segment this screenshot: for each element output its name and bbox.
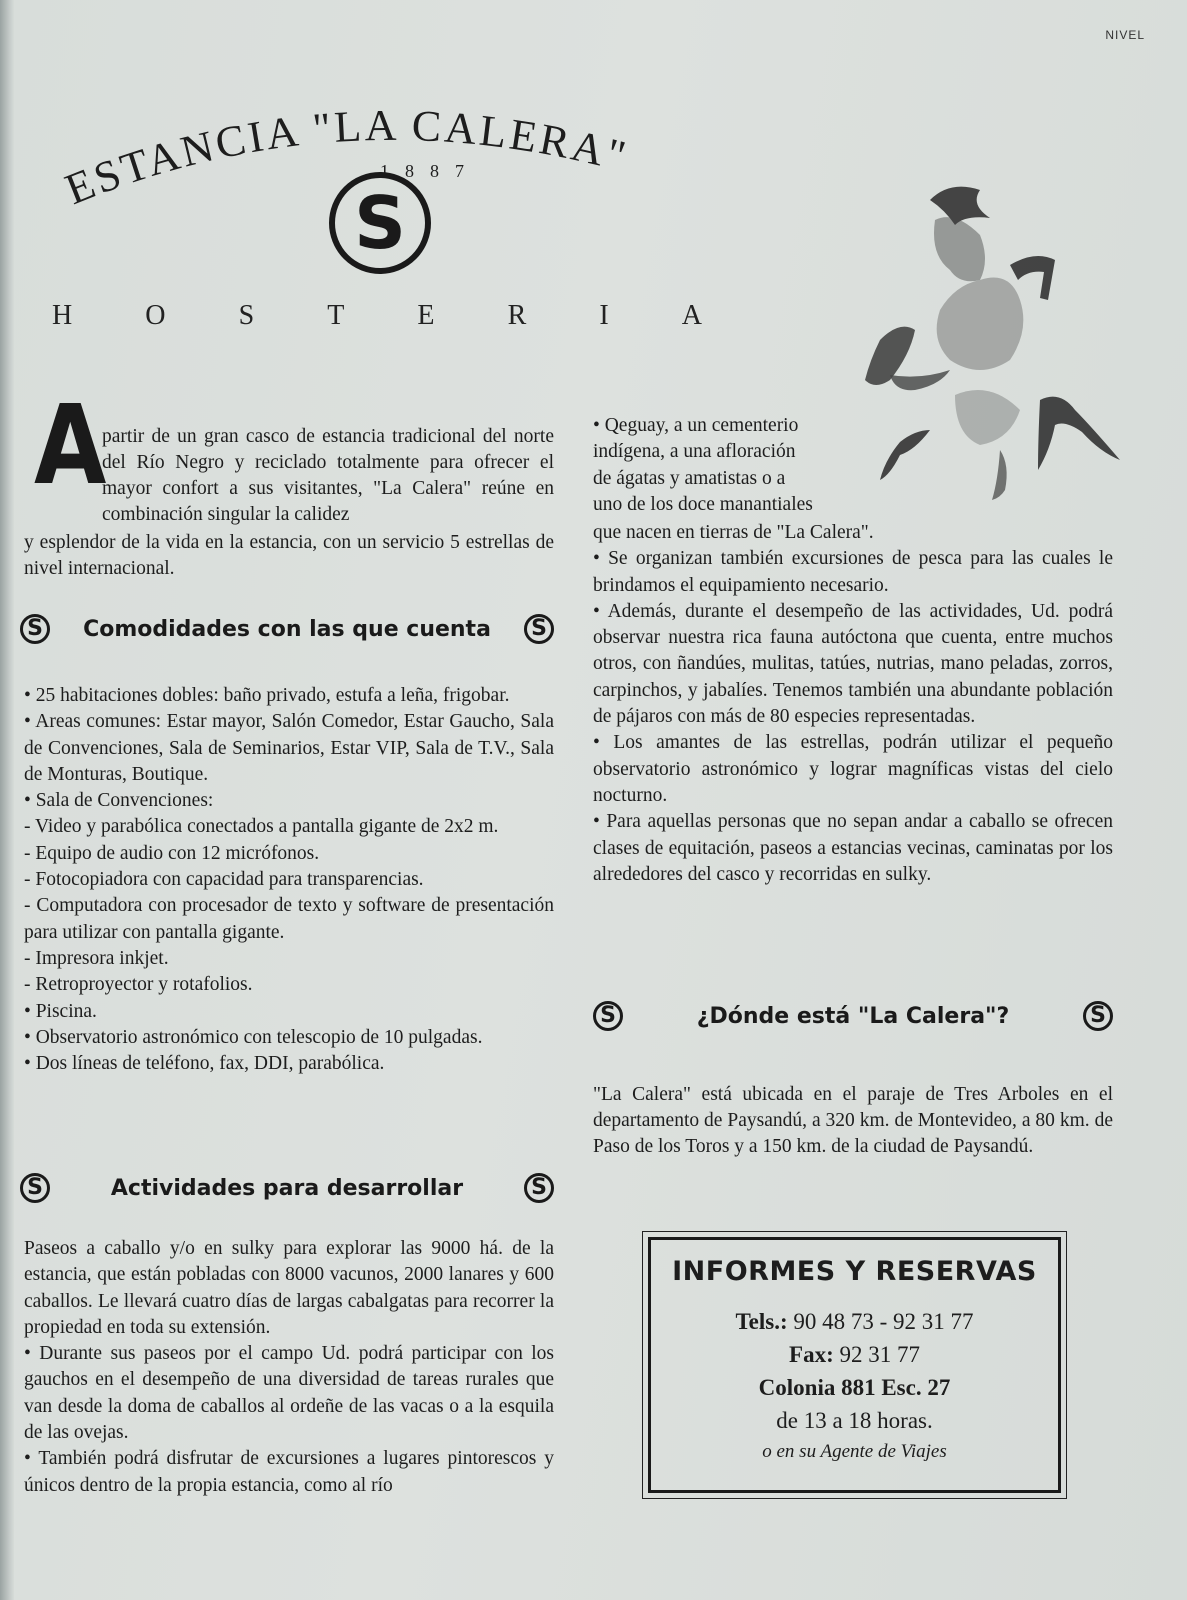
list-item: - Video y parabólica conectados a pantalla gigante de 2x2 m. — [24, 816, 499, 838]
comodidades-title: Comodidades con las que cuenta — [83, 616, 491, 642]
list-item: que nacen en tierras de "La Calera". — [593, 522, 874, 543]
list-item: - Fotocopiadora con capacidad para transparencias. — [24, 869, 424, 891]
page-label: NIVEL — [1105, 28, 1145, 42]
intro-text: partir de un gran casco de estancia tradicional del norte del Río Negro y reciclado totalmente para ofrecer el mayor confort a sus visitantes, "La Calera" reúne en combinación singular la calidez — [102, 425, 554, 526]
s-logo-icon: S — [524, 1173, 554, 1203]
list-item: • Los amantes de las estrellas, podrán utilizar el pequeño observatorio astronómico y lograr magníficas vistas del cielo nocturno. — [593, 732, 1113, 806]
subtitle-letter: R — [507, 300, 527, 331]
informes-title: INFORMES Y RESERVAS — [672, 1256, 1037, 1287]
s-logo-icon: S — [20, 614, 50, 644]
donde-text: "La Calera" está ubicada en el paraje de Tres Arboles en el departamento de Paysandú, a 320 km. de Montevideo, a 80 km. de Paso de los Toros y a 150 km. de la ciudad de Paysandú. — [593, 1083, 1113, 1158]
logo-letter: S — [354, 181, 406, 265]
informes-agent: o en su Agente de Viajes — [762, 1441, 947, 1462]
page-spine — [0, 0, 14, 1600]
comodidades-heading — [20, 614, 554, 644]
logo-s-icon — [332, 175, 428, 271]
s-logo-icon: S — [20, 1173, 50, 1203]
tels-label: Tels.: — [735, 1309, 788, 1334]
hosteria-subtitle — [52, 300, 702, 332]
address-text: Colonia 881 Esc. 27 — [758, 1375, 951, 1400]
drop-cap: A — [34, 381, 107, 509]
informes-tels — [651, 1305, 1058, 1338]
list-item: • Dos líneas de teléfono, fax, DDI, parabólica. — [24, 1053, 385, 1075]
masthead-year: 1887 — [380, 161, 480, 181]
subtitle-letter: H — [52, 300, 73, 331]
list-item: • Se organizan también excursiones de pesca para las cuales le brindamos el equipamiento necesario. — [593, 548, 1113, 596]
subtitle-letter: E — [417, 300, 435, 331]
fax-label: Fax: — [789, 1342, 834, 1367]
subtitle-letter: T — [327, 300, 345, 331]
list-item: • Piscina. — [24, 1000, 97, 1022]
list-item: • Sala de Convenciones: — [24, 790, 214, 812]
text-line: de ágatas y amatistas o a — [593, 467, 786, 489]
comodidades-list — [24, 683, 554, 1077]
actividades-list-right — [593, 520, 1113, 888]
list-item: • Areas comunes: Estar mayor, Salón Comedor, Estar Gaucho, Sala de Convenciones, Sala de Seminarios, Estar VIP, Sala de T.V., Sala de Monturas, Boutique. — [24, 711, 554, 785]
intro-text-end: y esplendor de la vida en la estancia, con un servicio 5 estrellas de nivel internacional. — [24, 531, 554, 579]
subtitle-letter: S — [238, 300, 255, 331]
text-line: • Qeguay, a un cementerio — [593, 415, 799, 436]
actividades-heading — [20, 1173, 554, 1203]
horse-illustration — [860, 180, 1140, 520]
subtitle-letter: O — [145, 300, 166, 331]
list-item: - Impresora inkjet. — [24, 947, 169, 969]
list-item: • Durante sus paseos por el campo Ud. podrá participar con los gauchos en el desempeño de una diversidad de tareas rurales que van desde la doma de caballos al ordeñe de las vacas o a la esquila de las ovejas. — [24, 1343, 554, 1444]
s-logo-icon: S — [593, 1001, 623, 1031]
list-item: • También podrá disfrutar de excursiones a lugares pintorescos y únicos dentro de la propia estancia, como al río — [24, 1448, 554, 1496]
donde-heading — [593, 1001, 1113, 1031]
actividades-title: Actividades para desarrollar — [110, 1175, 464, 1201]
list-item: - Computadora con procesador de texto y software de presentación para utilizar con pantalla gigante. — [24, 895, 554, 943]
list-item: - Retroproyector y rotafolios. — [24, 974, 253, 996]
tels-value: 90 48 73 - 92 31 77 — [793, 1309, 974, 1334]
fax-value: 92 31 77 — [839, 1342, 920, 1367]
s-logo-icon: S — [1083, 1001, 1113, 1031]
list-item: • Además, durante el desempeño de las actividades, Ud. podrá observar nuestra rica fauna autóctona que cuenta, entre muchos otros, con ñandúes, mulitas, tatúes, nutrias, mano peladas, zorros, carpinchos, y jabalíes. Tenemos también una abundante población de pájaros con más de 80 especies representadas. — [593, 600, 1113, 728]
s-logo-icon: S — [524, 614, 554, 644]
text-line: indígena, a una afloración — [593, 441, 796, 463]
masthead-name: ESTANCIA "LA CALERA" — [58, 100, 634, 215]
list-item: Paseos a caballo y/o en sulky para explorar las 9000 há. de la estancia, que están pobladas con 8000 vacunos, 2000 lanares y 600 caballos. Le llevará cuatro días de largas cabalgatas para recorrer la propiedad en toda su extensión. — [24, 1238, 554, 1338]
subtitle-letter: I — [599, 300, 609, 331]
list-item: • Para aquellas personas que no sepan andar a caballo se ofrecen clases de equitación, paseos a estancias vecinas, caminatas por los alrededores del casco y recorridas en sulky. — [593, 811, 1113, 885]
actividades-list-right-narrow — [593, 413, 863, 518]
list-item: • 25 habitaciones dobles: baño privado, estufa a leña, frigobar. — [24, 685, 510, 706]
donde-title: ¿Dónde está "La Calera"? — [696, 1003, 1010, 1029]
informes-fax — [651, 1338, 1058, 1371]
subtitle-letter: A — [681, 300, 702, 331]
informes-box — [642, 1231, 1067, 1499]
text-line: uno de los doce manantiales — [593, 493, 813, 515]
informes-hours: de 13 a 18 horas. — [776, 1408, 933, 1433]
list-item: - Equipo de audio con 12 micrófonos. — [24, 842, 320, 864]
informes-box-inner — [648, 1237, 1061, 1493]
informes-address — [651, 1371, 1058, 1404]
list-item: • Observatorio astronómico con telescopio de 10 pulgadas. — [24, 1026, 483, 1048]
actividades-list-left — [24, 1236, 554, 1499]
